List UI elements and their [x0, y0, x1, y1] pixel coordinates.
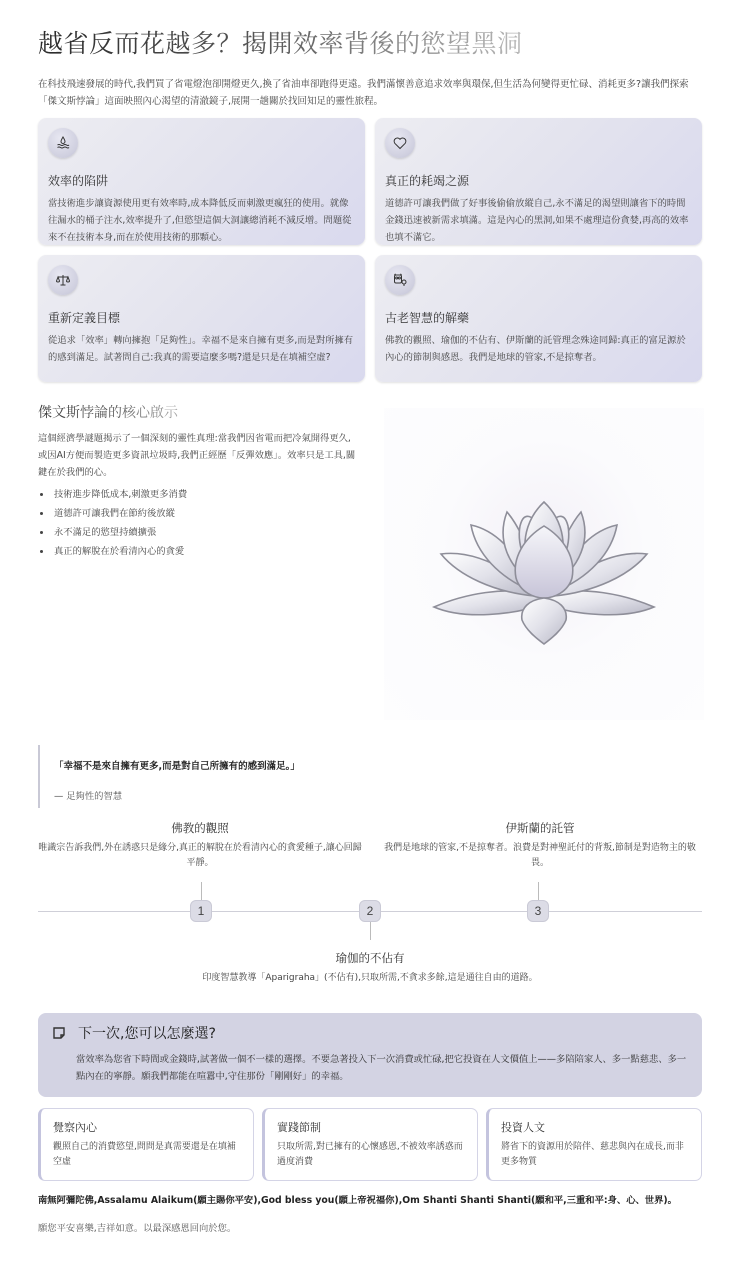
- blessing-text: 南無阿彌陀佛,Assalamu Alaikum(願主賜你平安),God bless you(願上帝祝福你),Om Shanti Shanti Shanti(願和平,三重和平:身、心、世界)。: [38, 1195, 677, 1206]
- timeline-node-2: 2: [359, 900, 381, 922]
- action-text: 將省下的資源用於陪伴、慈悲與內在成長,而非更多物質: [501, 1142, 684, 1167]
- timeline-item-yoga: [200, 950, 540, 986]
- water-drop-icon: [48, 128, 78, 158]
- closing-text: 願您平安喜樂,吉祥如意。以最深感恩回向於您。: [38, 1223, 237, 1234]
- timeline-item-islam: [378, 820, 702, 871]
- timeline-item-buddhism: [38, 820, 362, 871]
- action-card-moderation: [262, 1108, 478, 1181]
- action-text: 只取所需,對已擁有的心懷感恩,不被效率誘惑而過度消費: [277, 1142, 463, 1167]
- card-text: 道德許可讓我們做了好事後偷偷放縱自己,永不滿足的渴望則讓省下的時間金錢迅速被新需求填滿。這是內心的黑洞,如果不處理這份貪婪,再高的效率也填不滿它。: [385, 198, 689, 243]
- timeline-text: 唯識宗告訴我們,外在誘惑只是緣分,真正的解脫在於看清內心的貪愛種子,讓心回歸平靜。: [38, 843, 362, 868]
- section-title-core: 傑文斯悖論的核心啟示: [38, 402, 178, 422]
- card-text: 佛教的觀照、瑜伽的不佔有、伊斯蘭的託管理念殊途同歸:真正的富足源於內心的節制與感恩。我們是地球的管家,不是掠奪者。: [385, 335, 686, 363]
- action-card-humanities: [486, 1108, 702, 1181]
- timeline-connector: [538, 882, 539, 900]
- quote-text: 「幸福不是來自擁有更多,而是對自己所擁有的感到滿足。」: [54, 761, 300, 772]
- owl-icon: [385, 265, 415, 295]
- cta-title: 下一次,您可以怎麼選?: [78, 1026, 216, 1042]
- intro-paragraph: 在科技飛速發展的時代,我們買了省電燈泡卻開燈更久,換了省油車卻跑得更遠。我們滿懷善意追求效率與環保,但生活為何變得更忙碌、消耗更多?讓我們探索「傑文斯悖論」這面映照內心渴望的清澈鏡子,展開一趟關於找回知足的靈性旅程。: [38, 79, 689, 107]
- timeline-title: 佛教的觀照: [171, 821, 229, 835]
- timeline-text: 我們是地球的管家,不是掠奪者。浪費是對神聖託付的背叛,節制是對造物主的敬畏。: [384, 843, 696, 868]
- timeline-title: 瑜伽的不佔有: [335, 951, 405, 965]
- timeline-text: 印度智慧教導「Aparigraha」(不佔有),只取所需,不貪求多餘,這是通往自由的道路。: [202, 973, 538, 983]
- card-ancient-wisdom: [375, 255, 702, 382]
- timeline-connector: [370, 922, 371, 940]
- balance-scale-icon: [48, 265, 78, 295]
- card-text: 從追求「效率」轉向擁抱「足夠性」。幸福不是來自擁有更多,而是對所擁有的感到滿足。試著問自己:我真的需要這麼多嗎?還是只是在填補空虛?: [48, 335, 354, 363]
- list-item: 真正的解脫在於看清內心的貪愛: [38, 542, 358, 561]
- list-item: 技術進步降低成本,刺激更多消費: [38, 485, 358, 504]
- list-item: 道德許可讓我們在節約後放縱: [38, 504, 358, 523]
- timeline-title: 伊斯蘭的託管: [505, 821, 575, 835]
- core-bullet-list: [38, 485, 358, 561]
- card-title: 重新定義目標: [48, 311, 121, 325]
- lotus-illustration: [384, 408, 704, 720]
- quote-block: [38, 745, 438, 808]
- action-title: 實踐節制: [277, 1121, 321, 1134]
- timeline-node-1: 1: [190, 900, 212, 922]
- action-text: 觀照自己的消費慾望,問問是真需要還是在填補空虛: [53, 1142, 236, 1167]
- card-title: 效率的陷阱: [48, 174, 109, 188]
- cta-panel: [38, 1013, 702, 1097]
- card-efficiency-trap: [38, 118, 365, 245]
- quote-source: — 足夠性的智慧: [54, 791, 123, 802]
- cta-text: 當效率為您省下時間或金錢時,試著做一個不一樣的選擇。不要急著投入下一次消費或忙碌,把它投資在人文價值上——多陪陪家人、多一點慈悲、多一點內在的寧靜。願我們都能在喧囂中,守住那份「剛剛好」的幸福。: [76, 1054, 687, 1082]
- page-title: 越省反而花越多？揭開效率背後的慾望黑洞: [38, 24, 523, 60]
- action-title: 覺察內心: [53, 1121, 97, 1134]
- heart-icon: [385, 128, 415, 158]
- list-item: 永不滿足的慾望持續擴張: [38, 523, 358, 542]
- lotus-flower-icon: [384, 408, 704, 720]
- timeline-connector: [201, 882, 202, 900]
- card-redefine-goal: [38, 255, 365, 382]
- card-title: 真正的耗竭之源: [385, 174, 470, 188]
- note-icon: [52, 1026, 66, 1040]
- action-title: 投資人文: [501, 1121, 545, 1134]
- card-source-of-depletion: [375, 118, 702, 245]
- section-text-core: 這個經濟學謎題揭示了一個深刻的靈性真理:當我們因省電而把冷氣開得更久,或因AI方便而製造更多資訊垃圾時,我們正經歷「反彈效應」。效率只是工具,關鍵在於我們的心。: [38, 433, 356, 478]
- action-card-awareness: [38, 1108, 254, 1181]
- card-text: 當技術進步讓資源使用更有效率時,成本降低反而刺激更瘋狂的使用。就像往漏水的桶子注水,效率提升了,但慾望這個大洞讓總消耗不減反增。問題從來不在技術本身,而在於使用技術的那顆心。: [48, 198, 352, 243]
- card-title: 古老智慧的解藥: [385, 311, 470, 325]
- timeline-node-3: 3: [527, 900, 549, 922]
